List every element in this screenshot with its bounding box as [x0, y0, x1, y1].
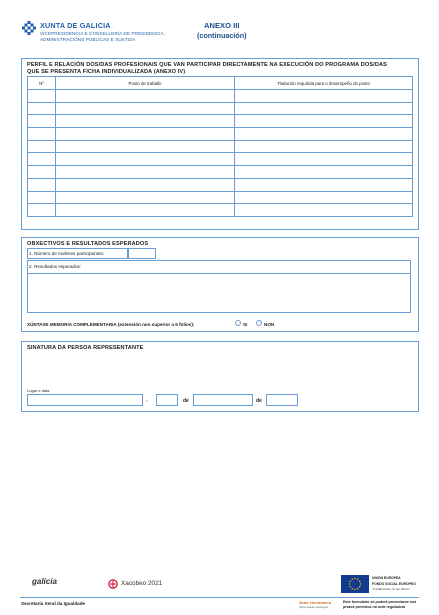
table-row [28, 191, 413, 204]
eu-star [350, 586, 351, 587]
row-number-cell[interactable] [28, 191, 56, 204]
profile-table [27, 76, 413, 217]
table-row [28, 102, 413, 115]
results-field[interactable] [27, 260, 411, 313]
job-title-cell[interactable] [56, 191, 235, 204]
memoria-question: XÚNTASE MEMORIA COMPLEMENTARIA (extensión non superior a 6 folios): [27, 322, 195, 327]
galicia-logo: galicia [32, 577, 57, 586]
table-row [28, 153, 413, 166]
table-row [28, 115, 413, 128]
eu-label-line3: "O FSE invirte no teu futuro" [372, 587, 410, 591]
annex-subtitle: (continuación) [197, 31, 247, 40]
place-input[interactable] [27, 394, 143, 406]
row-number-cell[interactable] [28, 102, 56, 115]
qualification-cell[interactable] [235, 90, 413, 103]
secretaria-label: Secretaría Xeral da Igualdade [21, 601, 86, 606]
eu-star [349, 583, 350, 584]
qualification-cell[interactable] [235, 191, 413, 204]
day-input[interactable] [156, 394, 178, 406]
qualification-cell[interactable] [235, 102, 413, 115]
date-de-2: de [256, 398, 262, 404]
place-date-label: Lugar e data [27, 388, 50, 393]
row-number-cell[interactable] [28, 128, 56, 141]
table-row [28, 140, 413, 153]
row-number-cell[interactable] [28, 140, 56, 153]
profile-section-title-line2: QUE SE PRESENTA FICHA INDIVIDUALIZADA (ANEXO IV) [27, 69, 186, 75]
month-input[interactable] [193, 394, 253, 406]
date-de-1: de [183, 398, 189, 404]
profile-section-title-line1: PERFIL E RELACIÓN DOS/DAS PROFESIONAIS QUE VAN PARTICIPAR DIRECTAMENTE NA EXECUCIÓN DO PROGRAMA DOS/DAS [27, 62, 387, 68]
notice-line2: prazos previstos na orde reguladora [343, 605, 406, 609]
table-row [28, 166, 413, 179]
eu-star [354, 589, 355, 590]
xacobeo-logo: Xacobeo 2021 [121, 580, 163, 587]
job-title-cell[interactable] [56, 140, 235, 153]
row-number-cell[interactable] [28, 166, 56, 179]
results-divider [27, 273, 411, 274]
qualification-cell[interactable] [235, 140, 413, 153]
row-number-cell[interactable] [28, 178, 56, 191]
qualification-cell[interactable] [235, 178, 413, 191]
table-row [28, 128, 413, 141]
column-header-number: Nº [28, 77, 56, 90]
eu-star [352, 579, 353, 580]
eu-star [354, 578, 355, 579]
eu-label-line2: FONDO SOCIAL EUROPEO [372, 582, 416, 586]
eu-label-line1: UNIÓN EUROPEA [372, 576, 401, 580]
sede-url: https://sede.xunta.gal [299, 605, 328, 609]
eu-star [359, 581, 360, 582]
xacobeo-emblem-icon [108, 579, 118, 589]
results-label: 2. Resultados esperados: [29, 264, 82, 269]
qualification-cell[interactable] [235, 166, 413, 179]
memoria-yes-radio[interactable] [235, 320, 241, 326]
table-row [28, 204, 413, 217]
qualification-cell[interactable] [235, 204, 413, 217]
table-header-row [28, 77, 413, 90]
xunta-logo-icon [22, 21, 36, 35]
eu-star [360, 583, 361, 584]
column-header-qualification: Titulación requirida para o desempeño do posto [235, 77, 413, 90]
eu-star [357, 579, 358, 580]
eu-star [350, 581, 351, 582]
job-title-cell[interactable] [56, 153, 235, 166]
job-title-cell[interactable] [56, 128, 235, 141]
sede-electronica-label: Sede electrónica [299, 600, 331, 605]
qualification-cell[interactable] [235, 153, 413, 166]
notice-line1: Este formulario só poderá presentarse nos [343, 600, 417, 604]
eu-star [359, 586, 360, 587]
job-title-cell[interactable] [56, 166, 235, 179]
org-department-line1: VICEPRESIDENCIA E CONSELLERÍA DE PRESIDENCIA, [40, 31, 165, 36]
memoria-no-label: NON [264, 322, 275, 327]
objectives-section-title: OBXECTIVOS E RESULTADOS ESPERADOS [27, 241, 149, 247]
qualification-cell[interactable] [235, 115, 413, 128]
row-number-cell[interactable] [28, 204, 56, 217]
row-number-cell[interactable] [28, 90, 56, 103]
eu-flag-icon [341, 575, 369, 593]
row-number-cell[interactable] [28, 153, 56, 166]
job-title-cell[interactable] [56, 115, 235, 128]
org-name: XUNTA DE GALICIA [40, 21, 111, 30]
memoria-yes-label: SI [243, 322, 248, 327]
job-title-cell[interactable] [56, 90, 235, 103]
qualification-cell[interactable] [235, 128, 413, 141]
signature-section-title: SINATURA DA PERSOA REPRESENTANTE [27, 345, 144, 351]
table-row [28, 90, 413, 103]
women-count-input[interactable] [128, 248, 156, 259]
women-count-label: 1. Número de mulleres participantes: [29, 251, 105, 256]
year-input[interactable] [266, 394, 298, 406]
column-header-job: Posto de traballo [56, 77, 235, 90]
job-title-cell[interactable] [56, 178, 235, 191]
eu-star [352, 588, 353, 589]
date-comma: , [146, 397, 148, 403]
annex-title: ANEXO III [204, 21, 240, 30]
job-title-cell[interactable] [56, 102, 235, 115]
job-title-cell[interactable] [56, 204, 235, 217]
memoria-no-radio[interactable] [256, 320, 262, 326]
footer-rule [20, 597, 419, 598]
table-row [28, 178, 413, 191]
eu-star [357, 588, 358, 589]
org-department-line2: ADMINISTRACIÓNS PÚBLICAS E XUSTIZA [40, 37, 136, 42]
row-number-cell[interactable] [28, 115, 56, 128]
